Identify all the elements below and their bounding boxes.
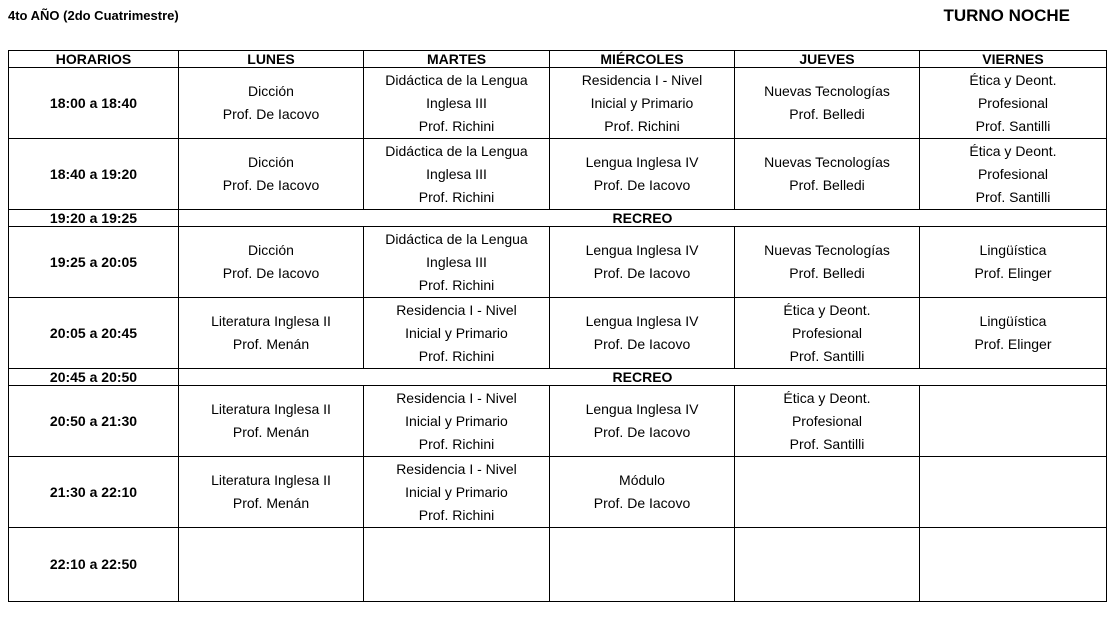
subject-line: Didáctica de la Lengua [385,71,528,88]
subject-line: Ética y Deont. [783,389,871,406]
break-label: RECREO [179,210,1107,227]
subject-line: Dicción [248,154,294,170]
class-cell [735,139,920,210]
schedule-table [8,50,1107,602]
subject-line: Literatura Inglesa II [211,313,331,329]
teacher-name: Prof. De Iacovo [593,424,691,440]
subject-line: Inicial y Primario [405,483,508,500]
subject-line: Residencia I - Nivel [396,301,517,318]
class-cell [550,68,735,139]
subject-line: Literatura Inglesa II [211,472,331,488]
subject-line: Inicial y Primario [590,94,694,111]
class-cell [550,386,735,457]
table-row [9,227,1107,298]
teacher-name: Prof. Richini [418,276,495,293]
header-row [9,51,1107,68]
class-cell [735,386,920,457]
teacher-name: Prof. Menán [232,495,310,511]
subject-line: Inglesa III [426,253,487,270]
table-row [9,298,1107,369]
time-slot: 21:30 a 22:10 [9,457,179,528]
class-cell [179,386,364,457]
break-row [9,210,1107,227]
teacher-name: Prof. De Iacovo [222,106,320,122]
time-slot: 19:25 a 20:05 [9,227,179,298]
subject-line: Lengua Inglesa IV [585,242,699,258]
empty-cell [179,528,364,602]
subject-line: Profesional [977,165,1049,182]
teacher-name: Prof. Richini [418,506,495,523]
teacher-name: Prof. Richini [418,435,495,452]
teacher-name: Prof. Belledi [789,106,865,122]
subject-line: Ética y Deont. [969,142,1057,159]
class-cell [735,68,920,139]
subject-line: Módulo [619,472,665,488]
class-cell [364,457,550,528]
subject-line: Literatura Inglesa II [211,401,331,417]
teacher-name: Prof. De Iacovo [593,265,691,281]
class-cell [550,227,735,298]
table-row [9,528,1107,602]
teacher-name: Prof. Santilli [975,188,1051,205]
table-row [9,139,1107,210]
time-slot: 20:45 a 20:50 [9,369,179,386]
class-cell [550,139,735,210]
teacher-name: Prof. Richini [418,347,495,364]
subject-line: Nuevas Tecnologías [764,83,890,99]
subject-line: Profesional [977,94,1049,111]
teacher-name: Prof. Elinger [974,336,1052,352]
subject-line: Residencia I - Nivel [396,460,517,477]
subject-line: Inicial y Primario [405,324,508,341]
col-header-lunes: LUNES [179,51,364,68]
subject-line: Didáctica de la Lengua [385,142,528,159]
teacher-name: Prof. Richini [604,117,680,134]
class-cell [550,298,735,369]
teacher-name: Prof. De Iacovo [593,336,691,352]
table-row [9,386,1107,457]
class-cell [179,68,364,139]
class-cell [364,227,550,298]
subject-line: Residencia I - Nivel [396,389,517,406]
subject-line: Lingüística [979,242,1047,258]
subject-line: Lingüística [979,313,1047,329]
teacher-name: Prof. De Iacovo [222,177,320,193]
class-cell [920,227,1107,298]
subject-line: Dicción [248,242,294,258]
teacher-name: Prof. De Iacovo [593,495,691,511]
teacher-name: Prof. Elinger [974,265,1052,281]
break-row [9,369,1107,386]
time-slot: 20:50 a 21:30 [9,386,179,457]
time-slot: 18:00 a 18:40 [9,68,179,139]
col-header-jueves: JUEVES [735,51,920,68]
class-cell [179,227,364,298]
time-slot: 22:10 a 22:50 [9,528,179,602]
class-cell [179,298,364,369]
class-cell [550,457,735,528]
teacher-name: Prof. De Iacovo [593,177,691,193]
class-cell [364,68,550,139]
class-cell [364,298,550,369]
subject-line: Profesional [791,324,863,341]
subject-line: Nuevas Tecnologías [764,154,890,170]
table-row [9,457,1107,528]
empty-cell [735,457,920,528]
col-header-viernes: VIERNES [920,51,1107,68]
class-cell [735,298,920,369]
break-label: RECREO [179,369,1107,386]
class-cell [179,457,364,528]
subject-line: Inicial y Primario [405,412,508,429]
subject-line: Lengua Inglesa IV [585,154,699,170]
empty-cell [920,457,1107,528]
page-title: 4to AÑO (2do Cuatrimestre) [8,8,179,23]
class-cell [735,227,920,298]
time-slot: 20:05 a 20:45 [9,298,179,369]
time-slot: 19:20 a 19:25 [9,210,179,227]
shift-label: TURNO NOCHE [943,6,1070,25]
teacher-name: Prof. Richini [418,117,495,134]
teacher-name: Prof. Santilli [975,117,1051,134]
class-cell [920,298,1107,369]
teacher-name: Prof. Richini [418,188,495,205]
col-header-martes: MARTES [364,51,550,68]
teacher-name: Prof. Menán [232,424,310,440]
subject-line: Ética y Deont. [783,301,871,318]
subject-line: Lengua Inglesa IV [585,313,699,329]
subject-line: Nuevas Tecnologías [764,242,890,258]
subject-line: Lengua Inglesa IV [585,401,699,417]
teacher-name: Prof. Menán [232,336,310,352]
empty-cell [735,528,920,602]
class-cell [920,68,1107,139]
teacher-name: Prof. Santilli [789,435,865,452]
class-cell [920,139,1107,210]
table-row [9,68,1107,139]
subject-line: Residencia I - Nivel [581,71,703,88]
class-cell [364,139,550,210]
subject-line: Dicción [248,83,294,99]
class-cell [179,139,364,210]
schedule-body [9,68,1107,602]
col-header-horarios: HORARIOS [9,51,179,68]
empty-cell [364,528,550,602]
time-slot: 18:40 a 19:20 [9,139,179,210]
empty-cell [920,528,1107,602]
teacher-name: Prof. Belledi [789,265,865,281]
empty-cell [550,528,735,602]
teacher-name: Prof. Santilli [789,347,865,364]
subject-line: Inglesa III [426,165,487,182]
subject-line: Ética y Deont. [969,71,1057,88]
empty-cell [920,386,1107,457]
col-header-miercoles: MIÉRCOLES [550,51,735,68]
teacher-name: Prof. Belledi [789,177,865,193]
subject-line: Inglesa III [426,94,487,111]
teacher-name: Prof. De Iacovo [222,265,320,281]
subject-line: Profesional [791,412,863,429]
subject-line: Didáctica de la Lengua [385,230,528,247]
class-cell [364,386,550,457]
